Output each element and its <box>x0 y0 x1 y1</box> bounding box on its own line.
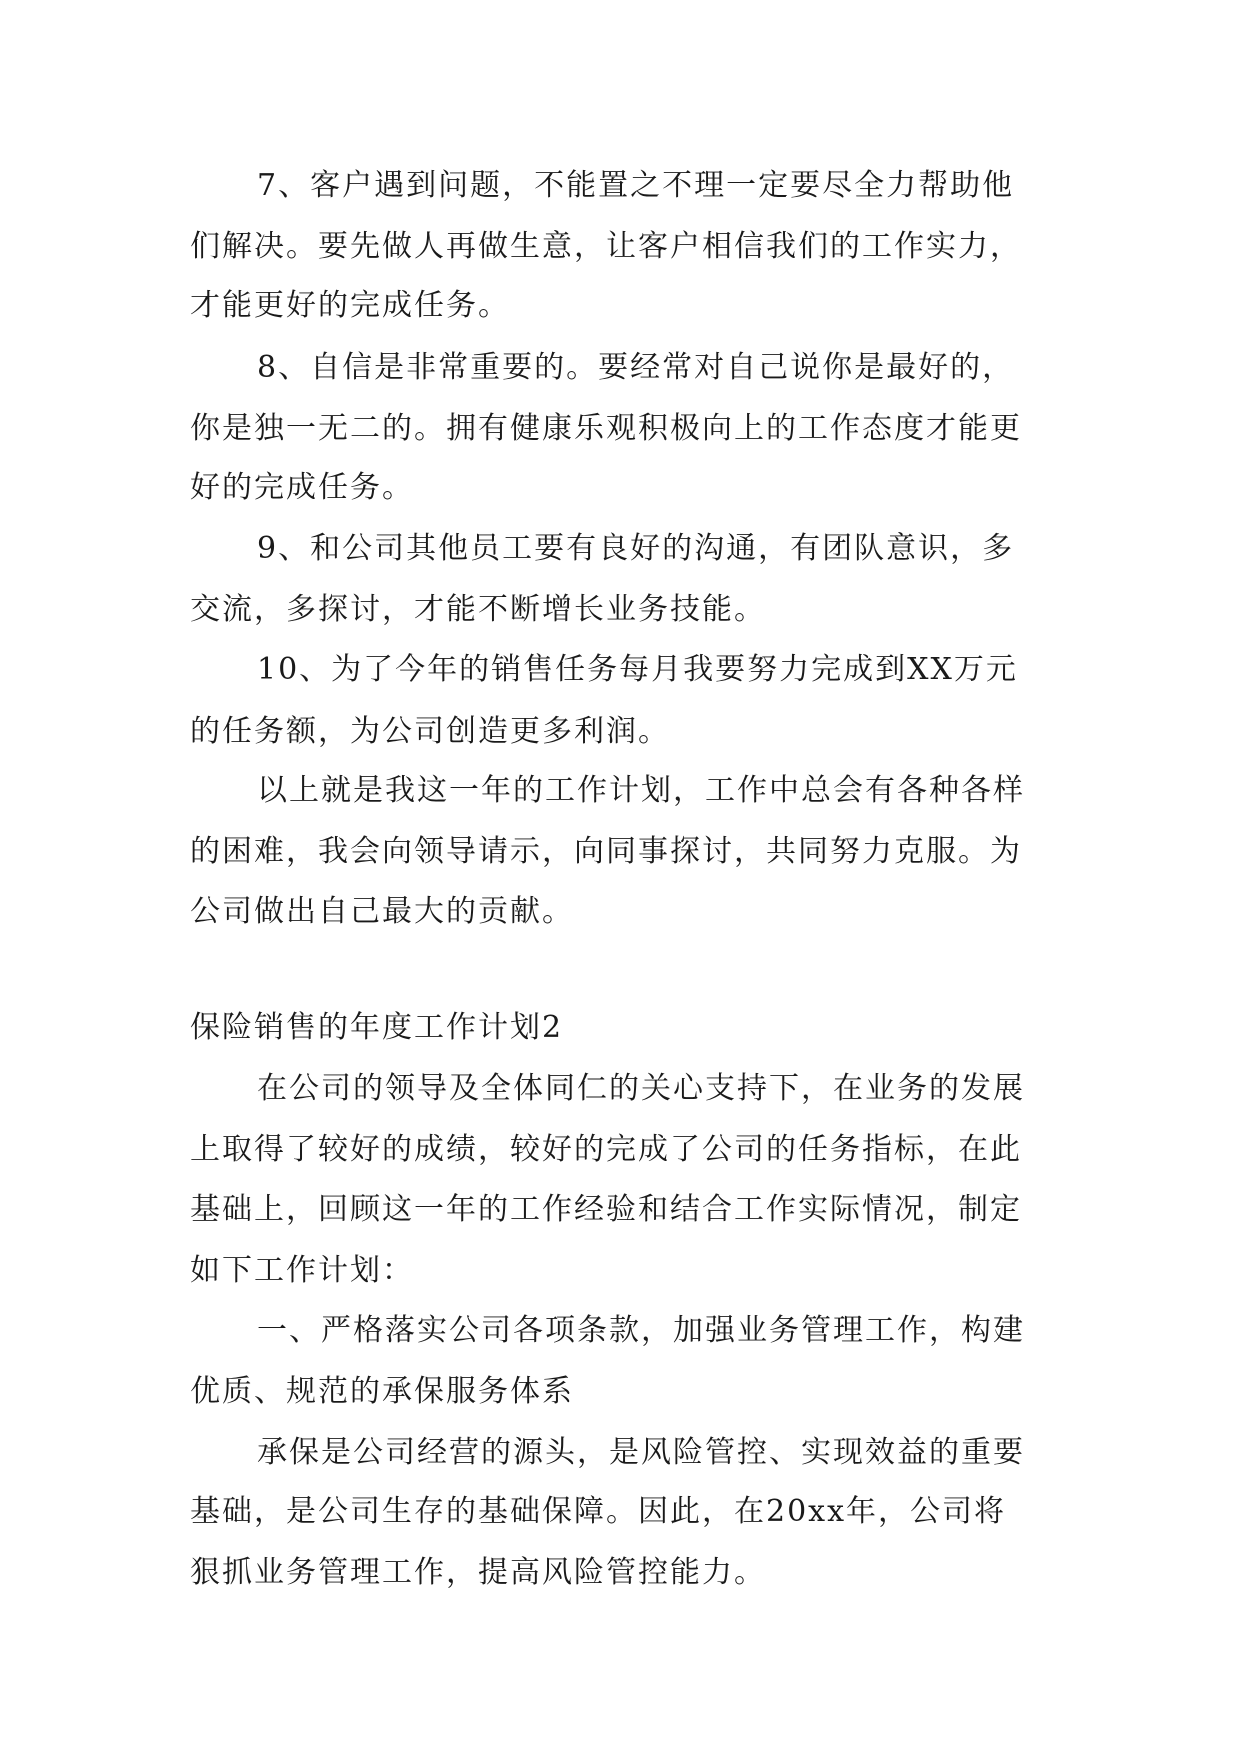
paragraph-line: 基础，是公司生存的基础保障。因此，在20xx年，公司将 <box>190 1494 1007 1529</box>
paragraph-line: 优质、规范的承保服务体系 <box>190 1374 574 1409</box>
paragraph-line: 如下工作计划： <box>190 1253 414 1288</box>
paragraph-line: 上取得了较好的成绩，较好的完成了公司的任务指标，在此 <box>190 1132 1022 1167</box>
paragraph-line: 以上就是我这一年的工作计划，工作中总会有各种各样 <box>257 773 1025 808</box>
paragraph-line: 的困难，我会向领导请示，向同事探讨，共同努力克服。为 <box>190 834 1022 869</box>
paragraph-line: 你是独一无二的。拥有健康乐观积极向上的工作态度才能更 <box>190 411 1022 446</box>
paragraph-line: 公司做出自己最大的贡献。 <box>190 894 574 929</box>
paragraph-line: 10、为了今年的销售任务每月我要努力完成到XX万元 <box>257 652 1018 687</box>
paragraph-line: 才能更好的完成任务。 <box>190 288 510 323</box>
paragraph-line: 一、严格落实公司各项条款，加强业务管理工作，构建 <box>257 1313 1025 1348</box>
paragraph-line: 在公司的领导及全体同仁的关心支持下，在业务的发展 <box>257 1071 1025 1106</box>
paragraph-line: 承保是公司经营的源头，是风险管控、实现效益的重要 <box>257 1435 1025 1470</box>
section-heading: 保险销售的年度工作计划2 <box>190 1010 564 1045</box>
paragraph-line: 9、和公司其他员工要有良好的沟通，有团队意识，多 <box>257 531 1015 566</box>
paragraph-line: 交流，多探讨，才能不断增长业务技能。 <box>190 592 766 627</box>
paragraph-line: 好的完成任务。 <box>190 470 414 505</box>
paragraph-line: 狠抓业务管理工作，提高风险管控能力。 <box>190 1555 766 1590</box>
paragraph-line: 8、自信是非常重要的。要经常对自己说你是最好的， <box>257 350 1015 385</box>
paragraph-line: 的任务额，为公司创造更多利润。 <box>190 714 670 749</box>
paragraph-line: 们解决。要先做人再做生意，让客户相信我们的工作实力， <box>190 229 1022 264</box>
paragraph-line: 7、客户遇到问题，不能置之不理一定要尽全力帮助他 <box>257 168 1015 203</box>
paragraph-line: 基础上，回顾这一年的工作经验和结合工作实际情况，制定 <box>190 1192 1022 1227</box>
